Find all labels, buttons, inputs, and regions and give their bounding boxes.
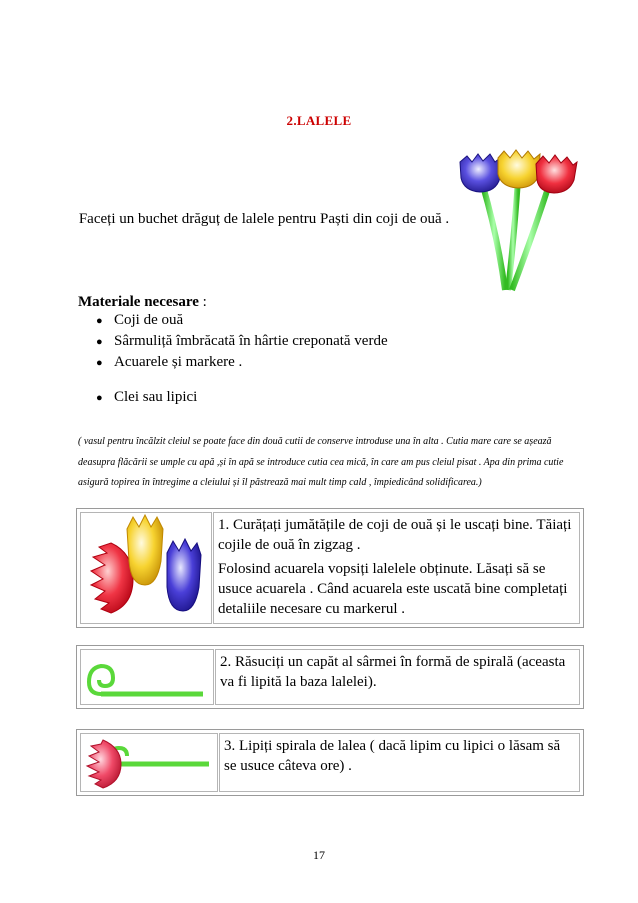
list-item: ● Coji de ouă — [96, 312, 184, 328]
list-item: ● Acuarele și markere . — [96, 354, 243, 370]
intro-text: Faceți un buchet drăguț de lalele pentru Paști din coji de ouă . — [78, 211, 450, 227]
step-3-text: 3. Lipiți spirala de lalea ( dacă lipim cu lipici o lăsam să se usuce câteva ore) . — [219, 733, 580, 792]
tulip-bouquet-illustration — [450, 148, 585, 293]
wire-spiral-illustration — [81, 650, 211, 706]
step-1-image — [80, 512, 212, 624]
step-2-text: 2. Răsuciți un capăt al sârmei în formă de spirală (aceasta va fi lipită la baza lalelei). — [215, 649, 580, 705]
page-number: 17 — [313, 848, 325, 862]
step-box-1 — [76, 508, 584, 628]
glue-note: ( vasul pentru încălzit cleiul se poate face din două cutii de conserve introduse una în alta . Cutia mare care se așează deasupra flăcării se umple cu apă ,și în apă se introduce cutia cea mică, în care am pus cleiul pisat . Apa din prima cutie asigură topirea în întregime a cleiului și îl păstrează mai mult timp cald , împiedicând solidificarea.) — [78, 436, 564, 488]
step-box-2 — [76, 645, 584, 709]
egg-shell-tulips-illustration — [81, 513, 209, 625]
page-title: 2.LALELE — [286, 113, 352, 128]
tulip-with-stem-illustration — [81, 734, 215, 792]
step-2-image — [80, 649, 214, 705]
step-3-image — [80, 733, 218, 792]
materials-heading: Materiale necesare : — [78, 294, 207, 310]
step-1-text: 1. Curățați jumătățile de coji de ouă și le uscați bine. Tăiați cojile de ouă în zigzag . Folosind acuarela vopsiți lalelele obținute. Lăsați să se usuce acuarela . Când acuarela este uscată bine completați detaliile necesare cu markerul . — [213, 512, 580, 624]
list-item: ● Clei sau lipici — [96, 389, 198, 405]
step-box-3 — [76, 729, 584, 796]
list-item: ● Sârmuliță îmbrăcată în hârtie creponată verde — [96, 333, 388, 349]
